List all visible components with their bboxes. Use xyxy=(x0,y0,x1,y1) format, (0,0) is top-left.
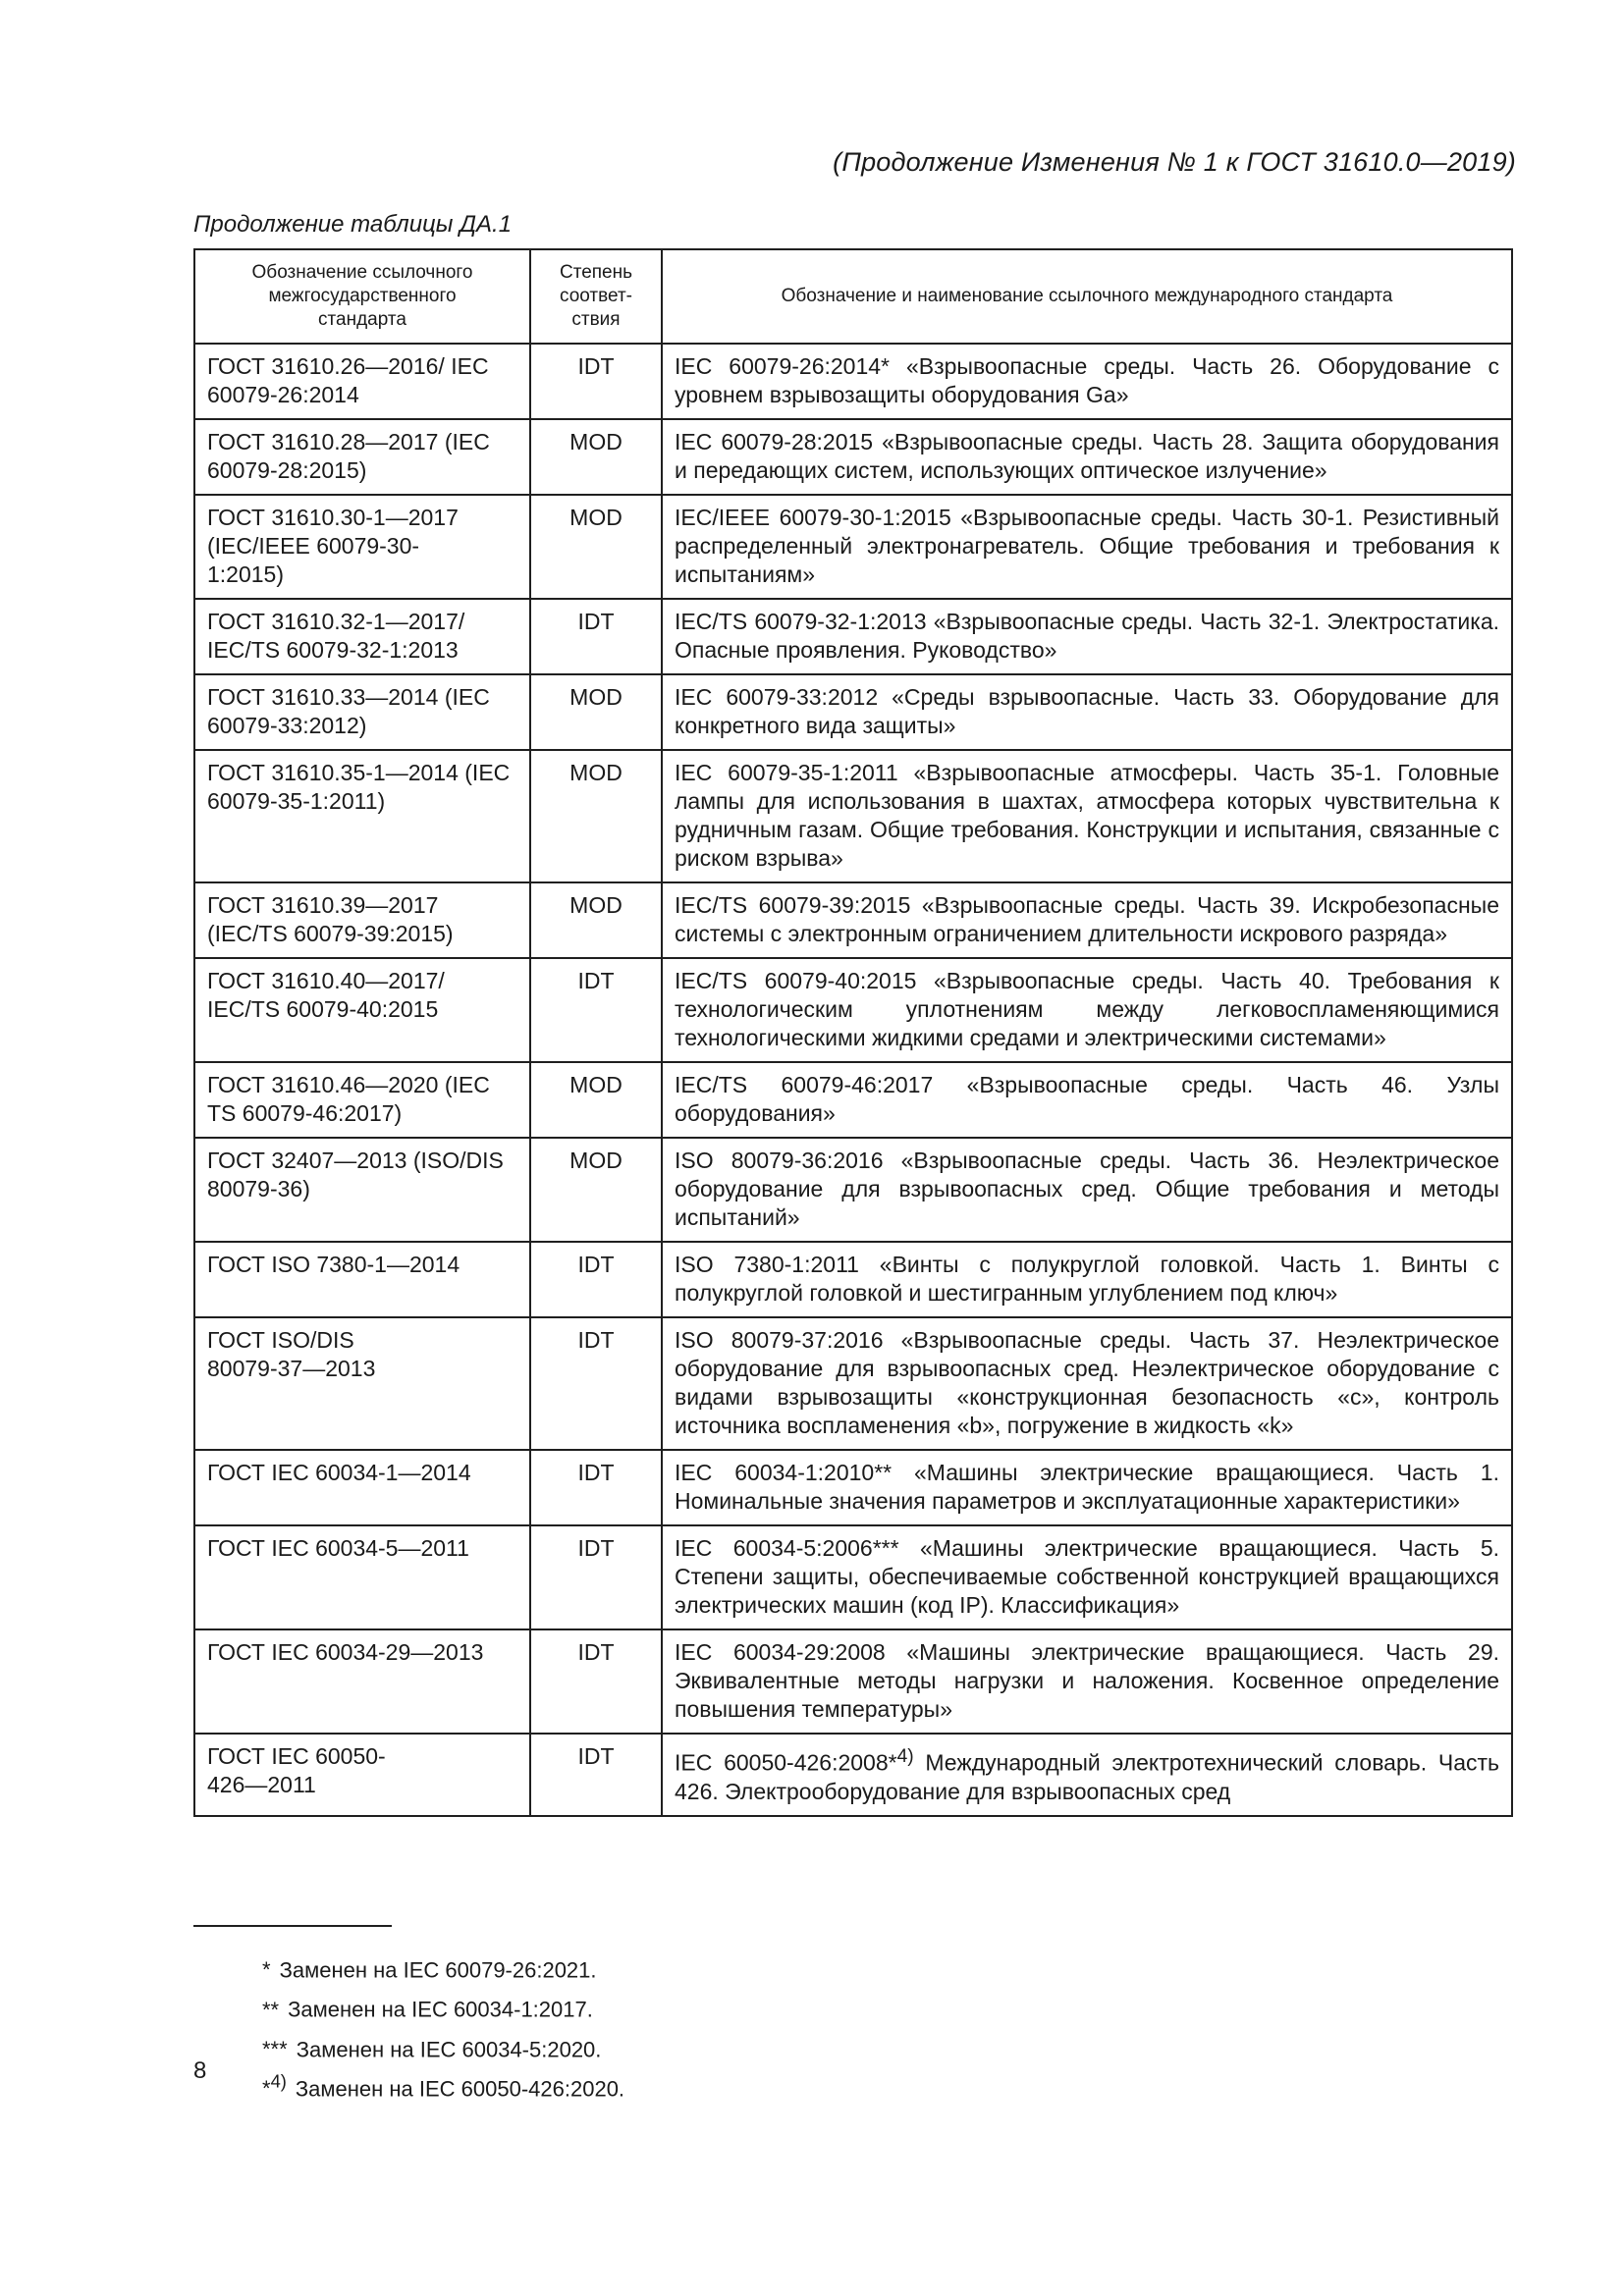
table-row xyxy=(194,1242,1512,1317)
ref-standard-cell: ГОСТ IEC 60034-29—2013 xyxy=(194,1629,530,1734)
intl-standard-cell: IEC/TS 60079-39:2015 «Взрывоопасные среды. Часть 39. Искробезопасные системы с электронным ограничением длительности искрового разряда» xyxy=(662,882,1512,958)
degree-cell: IDT xyxy=(530,1629,662,1734)
degree-cell: IDT xyxy=(530,1734,662,1816)
table-row xyxy=(194,750,1512,882)
name-text-suffix: Международный электротехнический словарь. Часть 426. Электрооборудование для взрывоопасных сред xyxy=(675,1749,1499,1804)
footnote-separator xyxy=(193,1925,392,1927)
table-header-row xyxy=(194,249,1512,344)
footnote-marker: * xyxy=(262,1957,271,1983)
footnote-marker: *$^{4)}$ xyxy=(262,2070,287,2102)
table-caption: Продолжение таблицы ДА.1 xyxy=(193,211,513,238)
name-text-prefix: IEC 60050-426:2008* xyxy=(675,1749,897,1776)
ref-standard-cell: ГОСТ 31610.46—2020 (IEC TS 60079-46:2017) xyxy=(194,1062,530,1138)
intl-standard-cell: IEC 60079-26:2014* «Взрывоопасные среды. Часть 26. Оборудование с уровнем взрывозащиты оборудования Ga» xyxy=(662,344,1512,419)
table-row xyxy=(194,1525,1512,1629)
table-body xyxy=(194,344,1512,1816)
ref-standard-cell: ГОСТ ISO/DIS 80079-37—2013 xyxy=(194,1317,530,1450)
degree-cell: IDT xyxy=(530,1242,662,1317)
intl-standard-cell: IEC 60034-1:2010** «Машины электрические вращающиеся. Часть 1. Номинальные значения параметров и эксплуатационные характеристики» xyxy=(662,1450,1512,1525)
table-row xyxy=(194,1450,1512,1525)
degree-cell: IDT xyxy=(530,958,662,1062)
degree-cell: MOD xyxy=(530,495,662,599)
intl-standard-cell: ISO 80079-36:2016 «Взрывоопасные среды. Часть 36. Неэлектрическое оборудование для взрывоопасных сред. Общие требования и методы испытаний» xyxy=(662,1138,1512,1242)
footnote-item xyxy=(262,2026,624,2065)
intl-standard-cell: ISO 7380-1:2011 «Винты с полукруглой головкой. Часть 1. Винты с полукруглой головкой и шестигранным углублением под ключ» xyxy=(662,1242,1512,1317)
reference-standards-table xyxy=(193,248,1513,1817)
table-row xyxy=(194,419,1512,495)
degree-cell: MOD xyxy=(530,882,662,958)
ref-standard-cell: ГОСТ IEC 60034-1—2014 xyxy=(194,1450,530,1525)
footnote-item xyxy=(262,2065,624,2105)
footnote-marker: *** xyxy=(262,2036,288,2061)
table-row xyxy=(194,1138,1512,1242)
degree-cell: IDT xyxy=(530,344,662,419)
table-row xyxy=(194,1317,1512,1450)
table-row xyxy=(194,1629,1512,1734)
intl-standard-cell: IEC/IEEE 60079-30-1:2015 «Взрывоопасные среды. Часть 30-1. Резистивный распределенный электронагреватель. Общие требования и требования к испытаниям» xyxy=(662,495,1512,599)
ref-standard-cell: ГОСТ 32407—2013 (ISO/DIS 80079-36) xyxy=(194,1138,530,1242)
column-header-name: Обозначение и наименование ссылочного международного стандарта xyxy=(662,249,1512,344)
degree-cell: MOD xyxy=(530,750,662,882)
footnote-text: Заменен на IEC 60034-1:2017. xyxy=(288,1997,593,2022)
footnote-item xyxy=(262,1986,624,2025)
footnote-item xyxy=(262,1947,624,1986)
ref-standard-cell: ГОСТ 31610.35-1—2014 (IEC 60079-35-1:2011) xyxy=(194,750,530,882)
table-row xyxy=(194,674,1512,750)
degree-cell: IDT xyxy=(530,1525,662,1629)
intl-standard-cell: IEC/TS 60079-32-1:2013 «Взрывоопасные среды. Часть 32-1. Электростатика. Опасные проявления. Руководство» xyxy=(662,599,1512,674)
intl-standard-cell: IEC/TS 60079-40:2015 «Взрывоопасные среды. Часть 40. Требования к технологическим уплотнениям между легковоспламеняющимися технологическими жидкими средами и электрическими системами» xyxy=(662,958,1512,1062)
intl-standard-cell: IEC 60034-29:2008 «Машины электрические вращающиеся. Часть 29. Эквивалентные методы нагрузки и наложения. Косвенное определение повышения температуры» xyxy=(662,1629,1512,1734)
ref-standard-cell: ГОСТ ISO 7380-1—2014 xyxy=(194,1242,530,1317)
table-row xyxy=(194,1734,1512,1816)
column-header-degree: Степень соответ-ствия xyxy=(530,249,662,344)
intl-standard-cell: IEC 60034-5:2006*** «Машины электрические вращающиеся. Часть 5. Степени защиты, обеспечиваемые собственной конструкцией вращающихся электрических машин (код IP). Классификация» xyxy=(662,1525,1512,1629)
degree-cell: MOD xyxy=(530,674,662,750)
table-row xyxy=(194,1062,1512,1138)
column-header-ref: Обозначение ссылочного межгосударственного стандарта xyxy=(194,249,530,344)
degree-cell: IDT xyxy=(530,1317,662,1450)
table-row xyxy=(194,599,1512,674)
degree-cell: IDT xyxy=(530,1450,662,1525)
footnote-text: Заменен на IEC 60034-5:2020. xyxy=(296,2036,602,2061)
ref-standard-cell: ГОСТ 31610.26—2016/ IEC 60079-26:2014 xyxy=(194,344,530,419)
footnote-text: Заменен на IEC 60050-426:2020. xyxy=(295,2076,625,2102)
table-row xyxy=(194,495,1512,599)
ref-standard-cell: ГОСТ 31610.33—2014 (IEC 60079-33:2012) xyxy=(194,674,530,750)
running-header: (Продолжение Изменения № 1 к ГОСТ 31610.0—2019) xyxy=(833,147,1516,177)
table-row xyxy=(194,882,1512,958)
intl-standard-cell xyxy=(662,1734,1512,1816)
intl-standard-cell: IEC/TS 60079-46:2017 «Взрывоопасные среды. Часть 46. Узлы оборудования» xyxy=(662,1062,1512,1138)
degree-cell: MOD xyxy=(530,1138,662,1242)
ref-standard-cell: ГОСТ 31610.30-1—2017 (IEC/IEEE 60079-30-1:2015) xyxy=(194,495,530,599)
ref-standard-cell: ГОСТ 31610.28—2017 (IEC 60079-28:2015) xyxy=(194,419,530,495)
footnote-text: Заменен на IEC 60079-26:2021. xyxy=(279,1957,597,1983)
intl-standard-cell: IEC 60079-33:2012 «Среды взрывоопасные. Часть 33. Оборудование для конкретного вида защиты» xyxy=(662,674,1512,750)
intl-standard-cell: IEC 60079-28:2015 «Взрывоопасные среды. Часть 28. Защита оборудования и передающих систем, использующих оптическое излучение» xyxy=(662,419,1512,495)
ref-standard-cell: ГОСТ IEC 60050-426—2011 xyxy=(194,1734,530,1816)
intl-standard-cell: IEC 60079-35-1:2011 «Взрывоопасные атмосферы. Часть 35-1. Головные лампы для использования в шахтах, атмосфера которых чувствительна к рудничным газам. Общие требования. Конструкции и испытания, связанные с риском взрыва» xyxy=(662,750,1512,882)
footnotes xyxy=(262,1947,624,2105)
degree-cell: IDT xyxy=(530,599,662,674)
table-row xyxy=(194,344,1512,419)
reference-table-wrapper xyxy=(193,248,1511,1817)
ref-standard-cell: ГОСТ 31610.40—2017/ IEC/TS 60079-40:2015 xyxy=(194,958,530,1062)
ref-standard-cell: ГОСТ IEC 60034-5—2011 xyxy=(194,1525,530,1629)
page-number: 8 xyxy=(193,2057,207,2084)
footnote-sup-marker: 4) xyxy=(896,1746,914,1767)
intl-standard-cell: ISO 80079-37:2016 «Взрывоопасные среды. Часть 37. Неэлектрическое оборудование для взрывоопасных сред. Неэлектрическое оборудование с видами взрывозащиты «конструкционная безопасность «с», контроль источника воспламенения «b», погружение в жидкость «k» xyxy=(662,1317,1512,1450)
table-row xyxy=(194,958,1512,1062)
ref-standard-cell: ГОСТ 31610.39—2017 (IEC/TS 60079-39:2015) xyxy=(194,882,530,958)
degree-cell: MOD xyxy=(530,419,662,495)
degree-cell: MOD xyxy=(530,1062,662,1138)
footnote-marker: ** xyxy=(262,1997,280,2022)
ref-standard-cell: ГОСТ 31610.32-1—2017/ IEC/TS 60079-32-1:2013 xyxy=(194,599,530,674)
